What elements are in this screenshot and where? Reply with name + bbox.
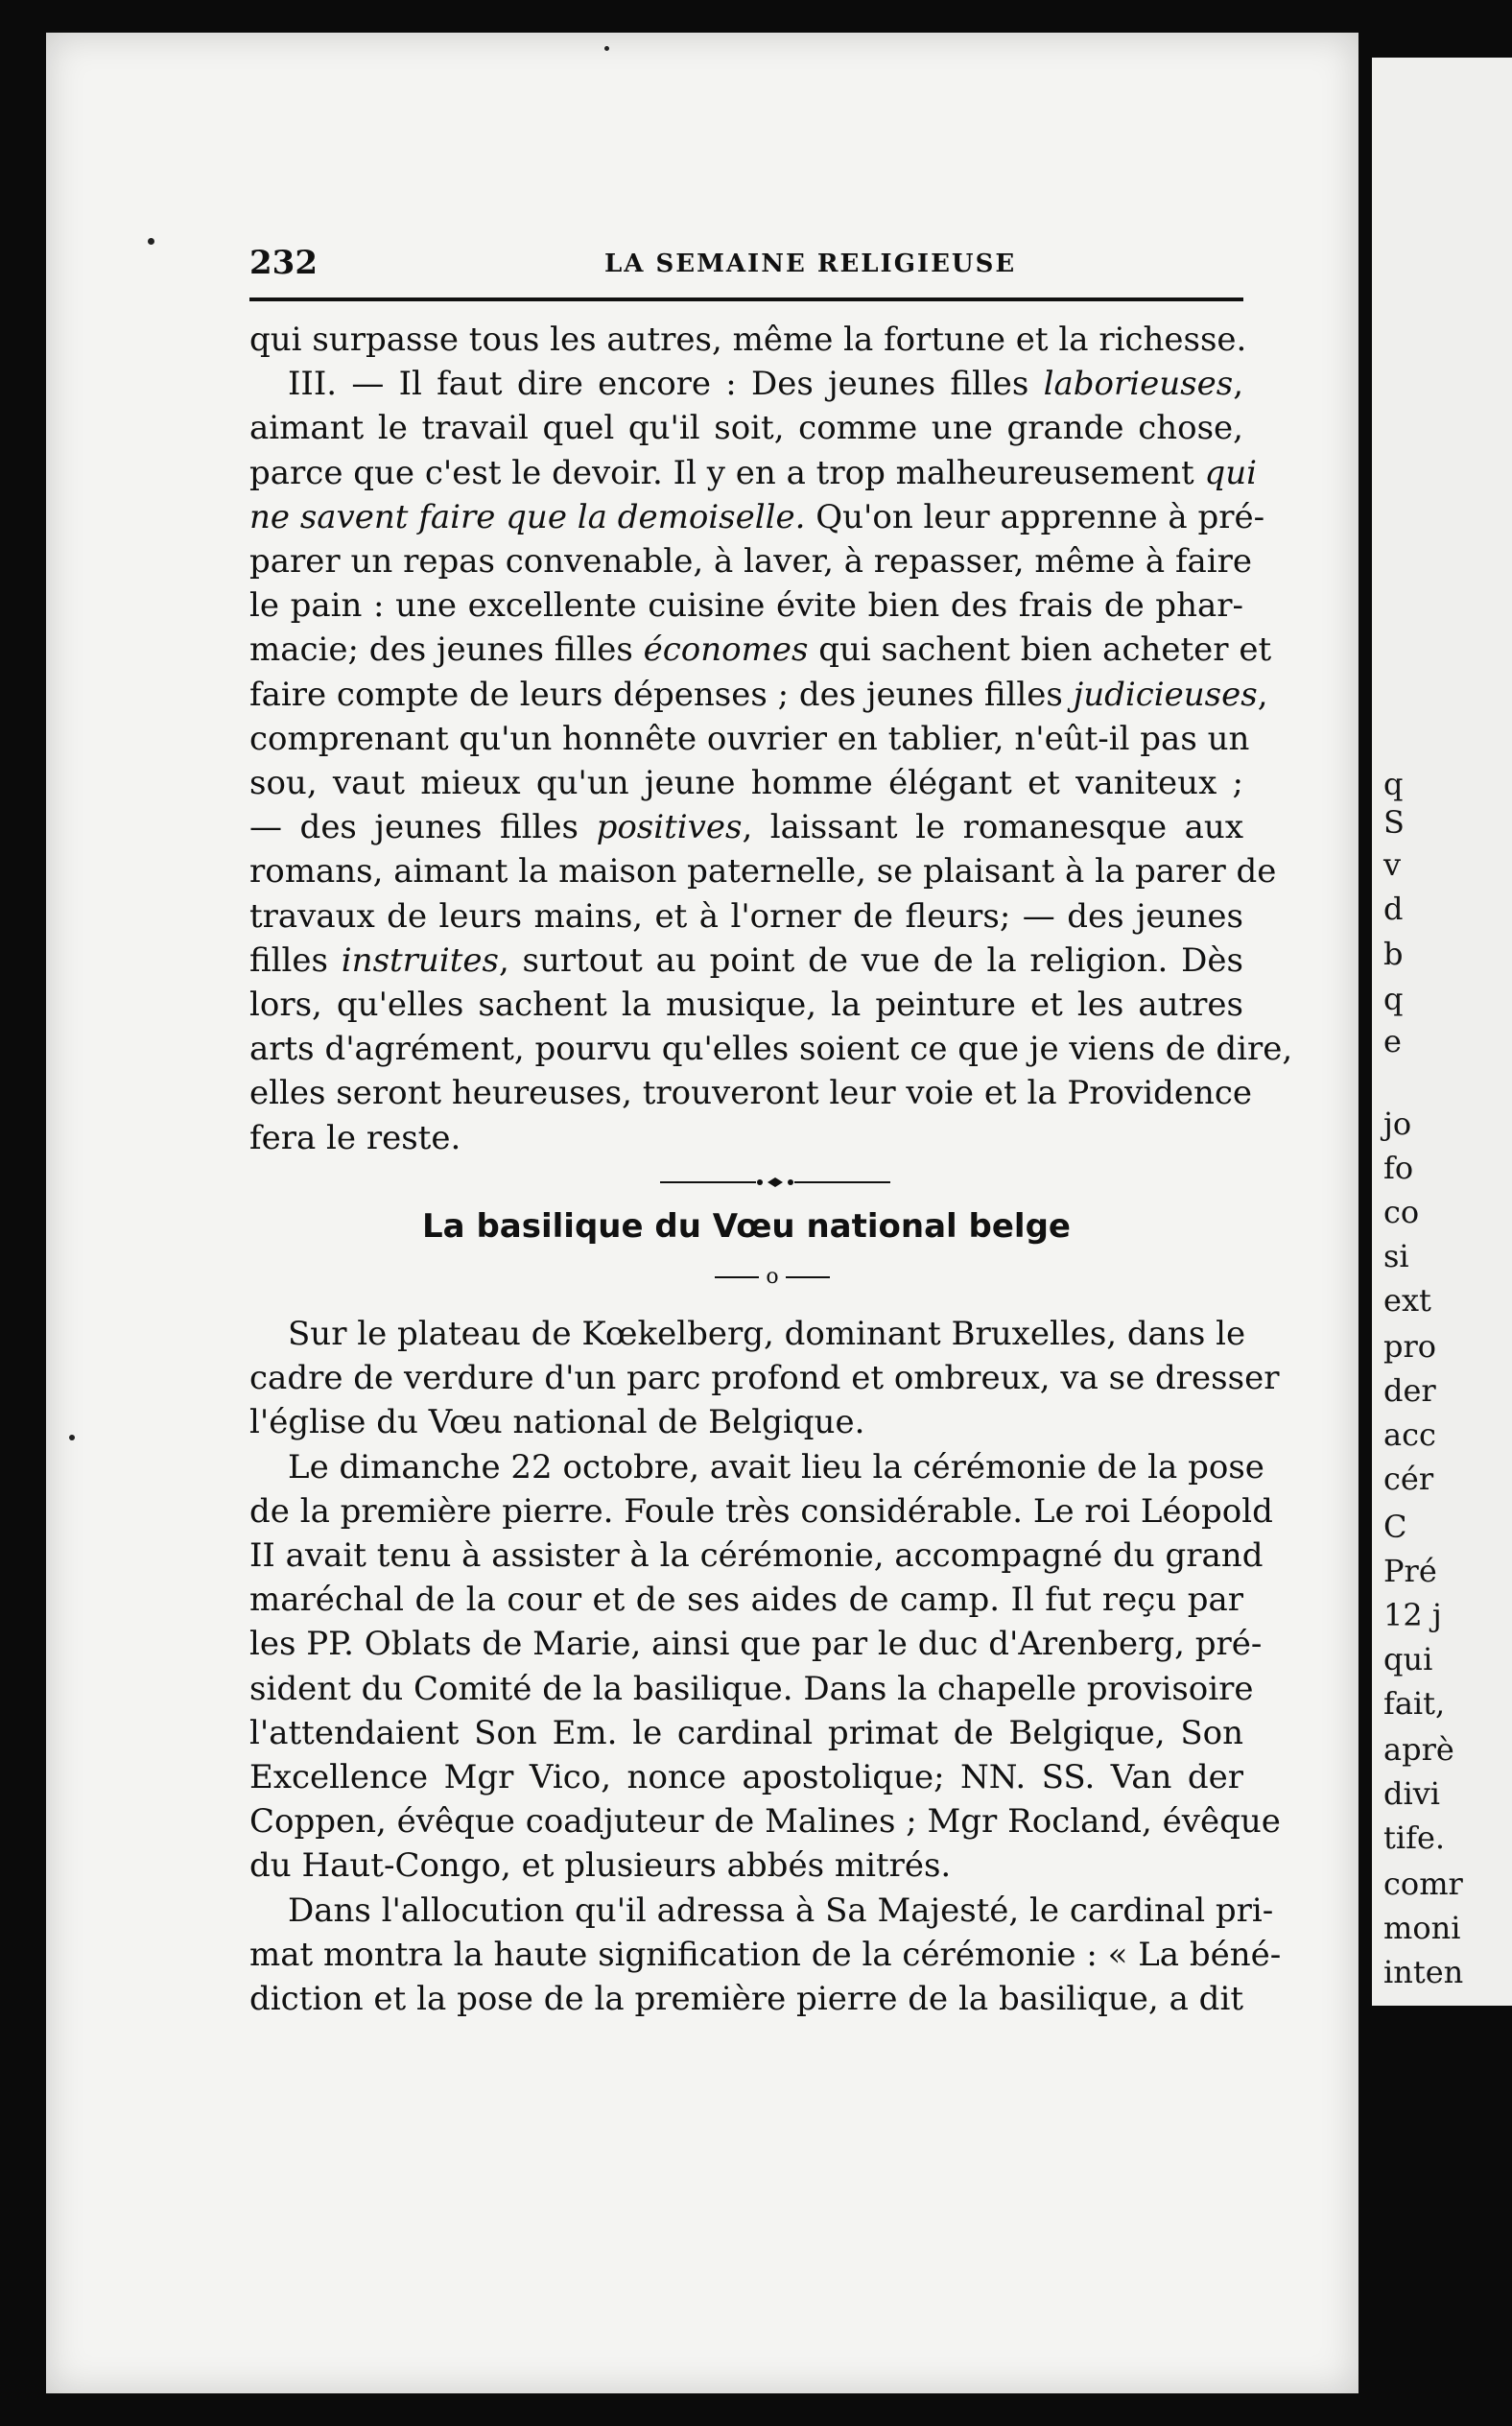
text-line: fera le reste.: [249, 1118, 461, 1157]
text-line: mat montra la haute signification de la cérémonie : « La béné-: [249, 1935, 1282, 1974]
text-line: travaux de leurs mains, et à l'orner de fleurs; — des jeunes: [249, 896, 1243, 936]
text-line: parce que c'est le devoir. Il y en a trop malheureusement qui: [249, 453, 1258, 492]
facing-page-fragment: S: [1383, 804, 1405, 841]
text-line: diction et la pose de la première pierre de la basilique, a dit: [249, 1980, 1243, 2018]
text-line: — des jeunes filles positives, laissant le romanesque aux: [249, 808, 1244, 847]
text-line: sou, vaut mieux qu'un jeune homme élégant et vaniteux ;: [249, 764, 1243, 802]
title-sub-ornament: [700, 1265, 844, 1288]
facing-page-fragment: C: [1383, 1509, 1407, 1545]
text-line: maréchal de la cour et de ses aides de camp. Il fut reçu par: [249, 1581, 1243, 1620]
facing-page-fragment: qui: [1383, 1641, 1433, 1677]
facing-page-fragment: co: [1383, 1194, 1420, 1230]
facing-page-fragment: moni: [1383, 1910, 1461, 1946]
text-line: Dans l'allocution qu'il adressa à Sa Majesté, le cardinal pri-: [288, 1891, 1274, 1930]
text-line: ne savent faire que la demoiselle. Qu'on leur apprenne à pré-: [249, 497, 1265, 536]
text-line: l'église du Vœu national de Belgique.: [249, 1403, 865, 1442]
text-line: romans, aimant la maison paternelle, se plaisant à la parer de: [249, 852, 1277, 892]
page-number: 232: [249, 244, 318, 282]
text-line: Excellence Mgr Vico, nonce apostolique; NN. SS. Van der: [249, 1758, 1243, 1796]
page-header: [249, 244, 1241, 282]
running-head: LA SEMAINE RELIGIEUSE: [604, 250, 1017, 278]
text-line: III. — Il faut dire encore : Des jeunes filles laborieuses,: [288, 365, 1243, 404]
facing-page-fragment: e: [1383, 1023, 1402, 1059]
text-line: Sur le plateau de Kœkelberg, dominant Bruxelles, dans le: [288, 1315, 1246, 1353]
paper-speck: [69, 1435, 75, 1440]
ornament-bar-right: [786, 1276, 830, 1278]
text-line: II avait tenu à assister à la cérémonie, accompagné du grand: [249, 1536, 1264, 1575]
facing-page-fragment: v: [1383, 846, 1402, 883]
facing-page-fragment: d: [1383, 891, 1404, 927]
facing-page-fragment: q: [1383, 766, 1404, 802]
text-line: le pain : une excellente cuisine évite bien des frais de phar-: [249, 586, 1243, 626]
text-line: l'attendaient Son Em. le cardinal primat de Belgique, Son: [249, 1713, 1243, 1752]
text-line: macie; des jeunes filles économes qui sachent bien acheter et: [249, 630, 1272, 670]
facing-page-fragment: inten: [1383, 1954, 1464, 1990]
section-divider-ornament: [660, 1173, 890, 1192]
ornament-bar-left: [715, 1276, 759, 1278]
facing-page-fragment: aprè: [1383, 1731, 1454, 1768]
text-line: aimant le travail quel qu'il soit, comme une grande chose,: [249, 409, 1243, 448]
facing-page-fragment: der: [1383, 1372, 1436, 1409]
text-line: qui surpasse tous les autres, même la fortune et la richesse.: [249, 321, 1247, 359]
text-line: elles seront heureuses, trouveront leur voie et la Providence: [249, 1074, 1253, 1113]
facing-page-edge: [1372, 58, 1512, 2006]
text-line: comprenant qu'un honnête ouvrier en tablier, n'eût-il pas un: [249, 719, 1250, 758]
text-line: cadre de verdure d'un parc profond et ombreux, va se dresser: [249, 1359, 1280, 1398]
text-line: les PP. Oblats de Marie, ainsi que par le duc d'Arenberg, pré-: [249, 1625, 1263, 1664]
text-line: Coppen, évêque coadjuteur de Malines ; Mgr Rocland, évêque: [249, 1802, 1281, 1842]
text-line: de la première pierre. Foule très considérable. Le roi Léopold: [249, 1491, 1273, 1531]
paper-speck: [148, 238, 154, 245]
facing-page-fragment: Pré: [1383, 1553, 1437, 1589]
ornament-circle: o: [766, 1265, 779, 1289]
text-line: arts d'agrément, pourvu qu'elles soient ce que je viens de dire,: [249, 1030, 1293, 1069]
text-line: faire compte de leurs dépenses ; des jeunes filles judicieuses: [249, 675, 1258, 714]
paper-speck: [604, 46, 609, 51]
facing-page-fragment: acc: [1383, 1416, 1436, 1453]
facing-page-fragment: fait,: [1383, 1685, 1446, 1722]
facing-page-fragment: ext: [1383, 1282, 1431, 1319]
facing-page-fragment: cér: [1383, 1461, 1434, 1497]
facing-page-fragment: comr: [1383, 1866, 1463, 1902]
text-line: filles instruites, surtout au point de vue de la religion. Dès: [249, 940, 1243, 980]
section-title: La basilique du Vœu national belge: [422, 1207, 1071, 1246]
header-rule: [249, 297, 1243, 301]
text-line: lors, qu'elles sachent la musique, la peinture et les autres: [249, 986, 1243, 1024]
facing-page-fragment: fo: [1383, 1150, 1414, 1186]
text-line: Le dimanche 22 octobre, avait lieu la cérémonie de la pose: [288, 1447, 1264, 1487]
facing-page-fragment: q: [1383, 981, 1404, 1017]
text-line: sident du Comité de la basilique. Dans la chapelle provisoire: [249, 1669, 1254, 1708]
text-line: parer un repas convenable, à laver, à repasser, même à faire: [249, 542, 1253, 581]
facing-page-fragment: jo: [1383, 1106, 1412, 1142]
facing-page-fragment: pro: [1383, 1328, 1437, 1365]
facing-page-fragment: b: [1383, 936, 1404, 972]
facing-page-fragment: si: [1383, 1238, 1409, 1274]
facing-page-fragment: divi: [1383, 1775, 1441, 1812]
text-line: du Haut-Congo, et plusieurs abbés mitrés.: [249, 1846, 952, 1886]
facing-page-fragment: tife.: [1383, 1820, 1446, 1856]
facing-page-fragment: 12 j: [1383, 1597, 1442, 1633]
